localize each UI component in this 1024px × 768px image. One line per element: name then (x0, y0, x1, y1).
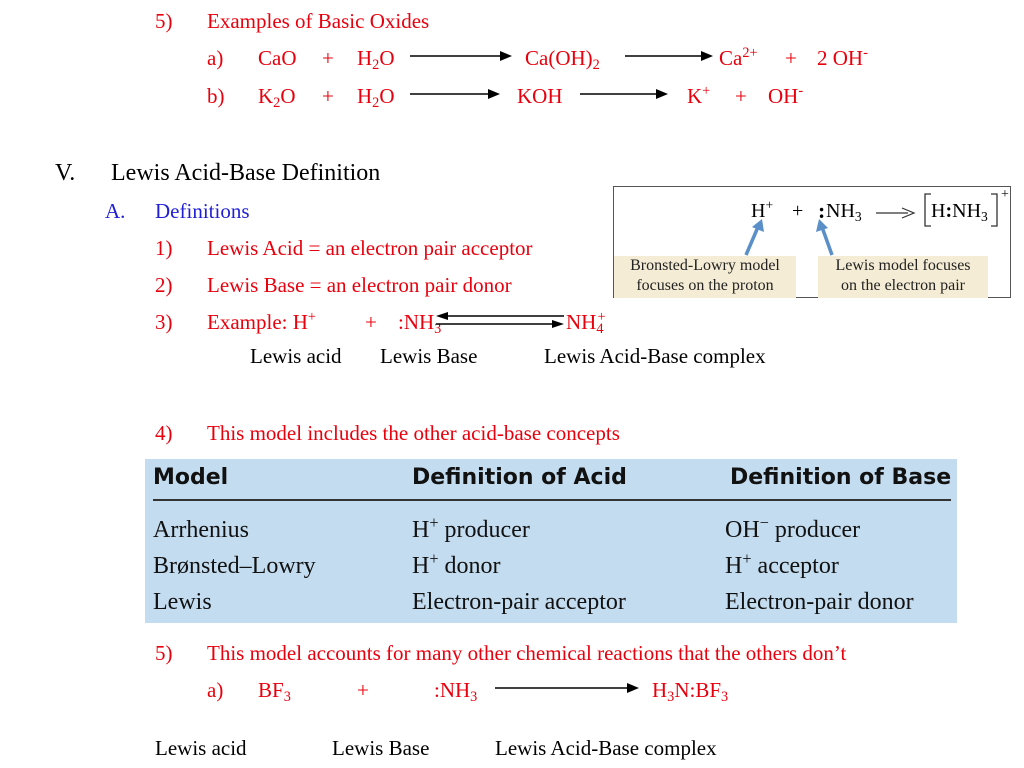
product-adduct: $H_3N:BF_3$ (652, 678, 729, 705)
product-koh: KOH (517, 84, 563, 108)
reactant-bf3: $BF_3$ (258, 678, 291, 705)
cell-acid: Electron-pair acceptor (412, 589, 626, 615)
product-caoh2: $Ca(OH)_2$ (525, 46, 600, 73)
sub-label: b) (207, 84, 225, 108)
reactant-h2o: $H_2O$ (357, 84, 395, 111)
concept-text: This model includes the other acid-base concepts (207, 421, 620, 445)
subsection-title: Definitions (155, 199, 250, 223)
label-lewis-acid: Lewis acid (155, 736, 247, 760)
table-header-model: Model (153, 465, 229, 490)
product-ca-ion: $Ca^{2+}$ (719, 45, 758, 70)
item-number: 5) (155, 9, 173, 33)
label-lewis-base: Lewis Base (332, 736, 430, 760)
plus-sign: + (365, 310, 377, 334)
item-number: 4) (155, 421, 173, 445)
plus-sign: + (322, 46, 334, 70)
plus-sign: + (735, 84, 747, 108)
cell-model: Arrhenius (153, 517, 249, 543)
example-h-ion: Example: H+ (207, 309, 316, 334)
reactant-nh3: $:NH_3$ (434, 678, 478, 705)
reactant-k2o: $K_2O$ (258, 84, 296, 111)
lewis-base-definition: Lewis Base = an electron pair donor (207, 273, 512, 297)
heading-basic-oxides: Examples of Basic Oxides (207, 9, 430, 33)
figure-nh3: $NH_3$ (826, 200, 862, 224)
right-arrow-icon (410, 88, 500, 100)
table-header-acid: Definition of Acid (412, 465, 627, 490)
acid-base-models-table (145, 459, 957, 623)
right-arrow-icon (625, 50, 713, 62)
cell-base: Electron-pair donor (725, 589, 914, 615)
item-number: 5) (155, 641, 173, 665)
plus-sign: + (357, 678, 369, 702)
product-hydroxide: OH- (768, 83, 804, 108)
item-number: 2) (155, 273, 173, 297)
label-lewis-acid: Lewis acid (250, 344, 342, 368)
figure-plus: + (792, 200, 804, 222)
lewis-acid-definition: Lewis Acid = an electron pair acceptor (207, 236, 533, 260)
example-nh3: $:NH_3$ (398, 310, 442, 337)
table-header-base: Definition of Base (730, 465, 952, 490)
product-k-ion: K+ (687, 83, 711, 108)
figure-product: $H:NH_3$ (931, 200, 988, 224)
caption-lewis: Lewis model focuses on the electron pair (818, 256, 988, 298)
cell-model: Lewis (153, 589, 212, 615)
lewis-vs-bronsted-figure (613, 186, 1011, 298)
reactant-cao: CaO (258, 46, 297, 70)
accounts-text: This model accounts for many other chemical reactions that the others don’t (207, 641, 847, 665)
figure-charge: + (1001, 187, 1009, 202)
sub-label: a) (207, 46, 224, 70)
figure-lone-pair: : (818, 198, 826, 223)
section-number: V. (55, 160, 76, 186)
section-title: Lewis Acid-Base Definition (111, 160, 381, 186)
cell-acid: H+ donor (412, 549, 501, 579)
right-arrow-icon (580, 88, 668, 100)
item-number: 3) (155, 310, 173, 334)
right-arrow-icon (410, 50, 512, 62)
product-hydroxide: 2 OH- (817, 45, 868, 70)
cell-base: OH− producer (725, 513, 861, 543)
label-lewis-base: Lewis Base (380, 344, 478, 368)
reactant-h2o: $H_2O$ (357, 46, 395, 73)
example-nh4: $NH_4^+$ (566, 309, 606, 337)
label-lewis-complex: Lewis Acid-Base complex (544, 344, 766, 368)
table-divider (153, 499, 951, 501)
cell-base: H+ acceptor (725, 549, 839, 579)
cell-model: Brønsted–Lowry (153, 553, 316, 579)
equilibrium-arrow-icon (436, 311, 564, 329)
caption-bronsted: Bronsted-Lowry model focuses on the proton (614, 256, 796, 298)
subsection-letter: A. (105, 199, 126, 223)
figure-h-ion: H+ (751, 197, 774, 222)
label-lewis-complex: Lewis Acid-Base complex (495, 736, 717, 760)
sub-label: a) (207, 678, 224, 702)
item-number: 1) (155, 236, 173, 260)
cell-acid: H+ producer (412, 513, 530, 543)
plus-sign: + (322, 84, 334, 108)
plus-sign: + (785, 46, 797, 70)
right-arrow-icon (495, 682, 639, 694)
